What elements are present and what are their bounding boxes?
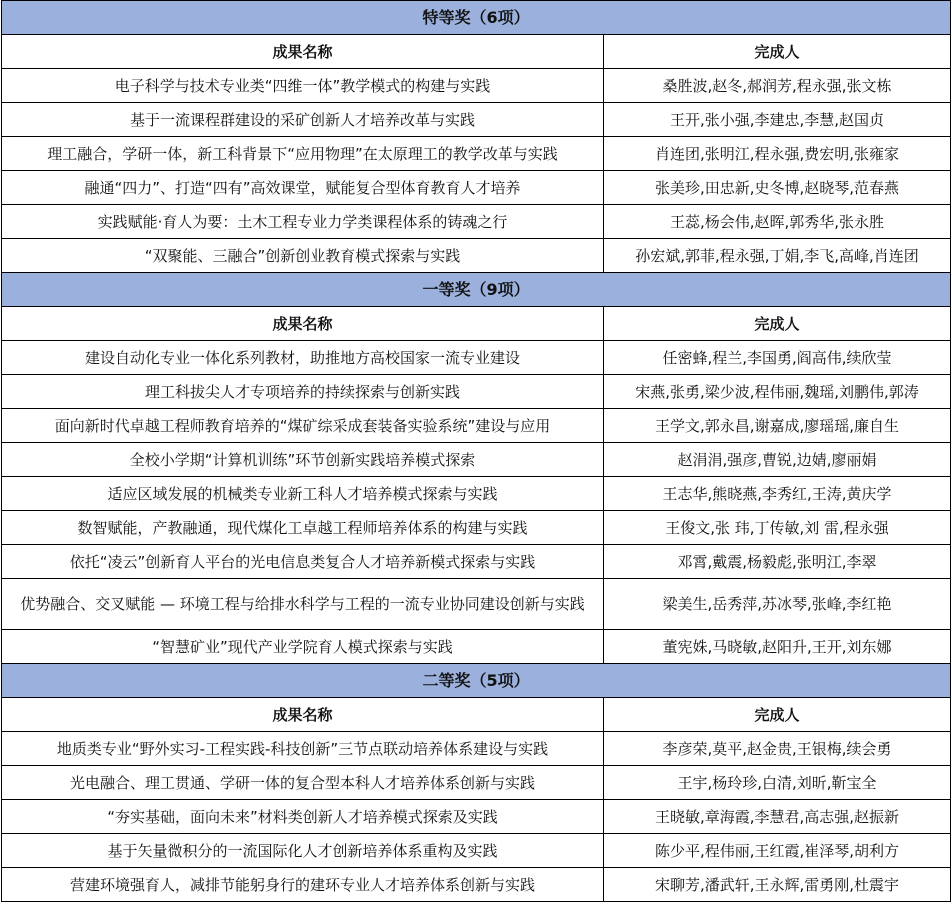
section-title-row: [2, 273, 951, 307]
completers-cell: 赵涓涓,强彦,曹锐,边婧,廖丽娟: [604, 443, 951, 477]
completers-cell: 邓霄,戴震,杨毅彪,张明江,李翠: [604, 545, 951, 579]
completers-cell: 桑胜波,赵冬,郝润芳,程永强,张文栋: [604, 69, 951, 103]
completers-cell: 任密蜂,程兰,李国勇,阎高伟,续欣莹: [604, 341, 951, 375]
table-row: [2, 205, 951, 239]
table-row: [2, 579, 951, 630]
achievement-name-cell: “夯实基础，面向未来”材料类创新人才培养模式探索及实践: [2, 800, 604, 834]
table-row: [2, 69, 951, 103]
table-row: [2, 375, 951, 409]
table-row: [2, 732, 951, 766]
achievement-name-cell: 理工融合，学研一体，新工科背景下“应用物理”在太原理工的教学改革与实践: [2, 137, 604, 171]
completers-cell: 宋燕,张勇,梁少波,程伟丽,魏瑶,刘鹏伟,郭涛: [604, 375, 951, 409]
completers-cell: 李彦荣,莫平,赵金贵,王银梅,续会勇: [604, 732, 951, 766]
column-header-row: [2, 698, 951, 732]
table-row: [2, 137, 951, 171]
completers-cell: 王学文,郭永昌,谢嘉成,廖瑶瑶,廉自生: [604, 409, 951, 443]
awards-table-body: [2, 1, 951, 902]
achievement-name-cell: “智慧矿业”现代产业学院育人模式探索与实践: [2, 630, 604, 664]
table-row: [2, 443, 951, 477]
achievement-name-cell: 依托“凌云”创新育人平台的光电信息类复合人才培养新模式探索与实践: [2, 545, 604, 579]
achievement-name-cell: 光电融合、理工贯通、学研一体的复合型本科人才培养体系创新与实践: [2, 766, 604, 800]
column-header-name: 成果名称: [2, 35, 604, 69]
column-header-people: 完成人: [604, 307, 951, 341]
section-title: 二等奖（5项）: [2, 664, 951, 698]
table-row: [2, 341, 951, 375]
table-row: [2, 409, 951, 443]
achievement-name-cell: 地质类专业“野外实习-工程实践-科技创新”三节点联动培养体系建设与实践: [2, 732, 604, 766]
section-title: 特等奖（6项）: [2, 1, 951, 35]
achievement-name-cell: 营建环境强育人，减排节能躬身行的建环专业人才培养体系创新与实践: [2, 868, 604, 902]
completers-cell: 陈少平,程伟丽,王红霞,崔泽琴,胡利方: [604, 834, 951, 868]
section-title: 一等奖（9项）: [2, 273, 951, 307]
achievement-name-cell: 数智赋能，产教融通，现代煤化工卓越工程师培养体系的构建与实践: [2, 511, 604, 545]
column-header-people: 完成人: [604, 698, 951, 732]
completers-cell: 孙宏斌,郭菲,程永强,丁娟,李飞,高峰,肖连团: [604, 239, 951, 273]
table-row: [2, 630, 951, 664]
table-row: [2, 545, 951, 579]
achievement-name-cell: 理工科拔尖人才专项培养的持续探索与创新实践: [2, 375, 604, 409]
achievement-name-cell: 融通“四力”、打造“四有”高效课堂，赋能复合型体育教育人才培养: [2, 171, 604, 205]
column-header-name: 成果名称: [2, 307, 604, 341]
table-row: [2, 171, 951, 205]
completers-cell: 王蕊,杨会伟,赵晖,郭秀华,张永胜: [604, 205, 951, 239]
column-header-people: 完成人: [604, 35, 951, 69]
achievement-name-cell: “双聚能、三融合”创新创业教育模式探索与实践: [2, 239, 604, 273]
completers-cell: 董宪姝,马晓敏,赵阳升,王开,刘东娜: [604, 630, 951, 664]
achievement-name-cell: 基于矢量微积分的一流国际化人才创新培养体系重构及实践: [2, 834, 604, 868]
table-row: [2, 800, 951, 834]
achievement-name-cell: 电子科学与技术专业类“四维一体”教学模式的构建与实践: [2, 69, 604, 103]
completers-cell: 王宇,杨玲珍,白清,刘昕,靳宝全: [604, 766, 951, 800]
column-header-row: [2, 35, 951, 69]
table-row: [2, 868, 951, 902]
section-title-row: [2, 1, 951, 35]
table-row: [2, 766, 951, 800]
completers-cell: 王开,张小强,李建忠,李慧,赵国贞: [604, 103, 951, 137]
completers-cell: 王晓敏,章海霞,李慧君,高志强,赵振新: [604, 800, 951, 834]
table-row: [2, 477, 951, 511]
completers-cell: 肖连团,张明江,程永强,费宏明,张雍家: [604, 137, 951, 171]
awards-table: [1, 0, 951, 902]
achievement-name-cell: 基于一流课程群建设的采矿创新人才培养改革与实践: [2, 103, 604, 137]
section-title-row: [2, 664, 951, 698]
completers-cell: 王志华,熊晓燕,李秀红,王涛,黄庆学: [604, 477, 951, 511]
achievement-name-cell: 适应区域发展的机械类专业新工科人才培养模式探索与实践: [2, 477, 604, 511]
completers-cell: 宋聊芳,潘武轩,王永辉,雷勇刚,杜震宇: [604, 868, 951, 902]
column-header-row: [2, 307, 951, 341]
table-row: [2, 511, 951, 545]
completers-cell: 张美珍,田忠新,史冬博,赵晓琴,范春燕: [604, 171, 951, 205]
table-row: [2, 103, 951, 137]
completers-cell: 梁美生,岳秀萍,苏冰琴,张峰,李红艳: [604, 579, 951, 630]
completers-cell: 王俊文,张 玮,丁传敏,刘 雷,程永强: [604, 511, 951, 545]
achievement-name-cell: 优势融合、交叉赋能 — 环境工程与给排水科学与工程的一流专业协同建设创新与实践: [2, 579, 604, 630]
column-header-name: 成果名称: [2, 698, 604, 732]
achievement-name-cell: 面向新时代卓越工程师教育培养的“煤矿综采成套装备实验系统”建设与应用: [2, 409, 604, 443]
achievement-name-cell: 全校小学期“计算机训练”环节创新实践培养模式探索: [2, 443, 604, 477]
achievement-name-cell: 实践赋能·育人为要：土木工程专业力学类课程体系的铸魂之行: [2, 205, 604, 239]
achievement-name-cell: 建设自动化专业一体化系列教材，助推地方高校国家一流专业建设: [2, 341, 604, 375]
table-row: [2, 834, 951, 868]
table-row: [2, 239, 951, 273]
